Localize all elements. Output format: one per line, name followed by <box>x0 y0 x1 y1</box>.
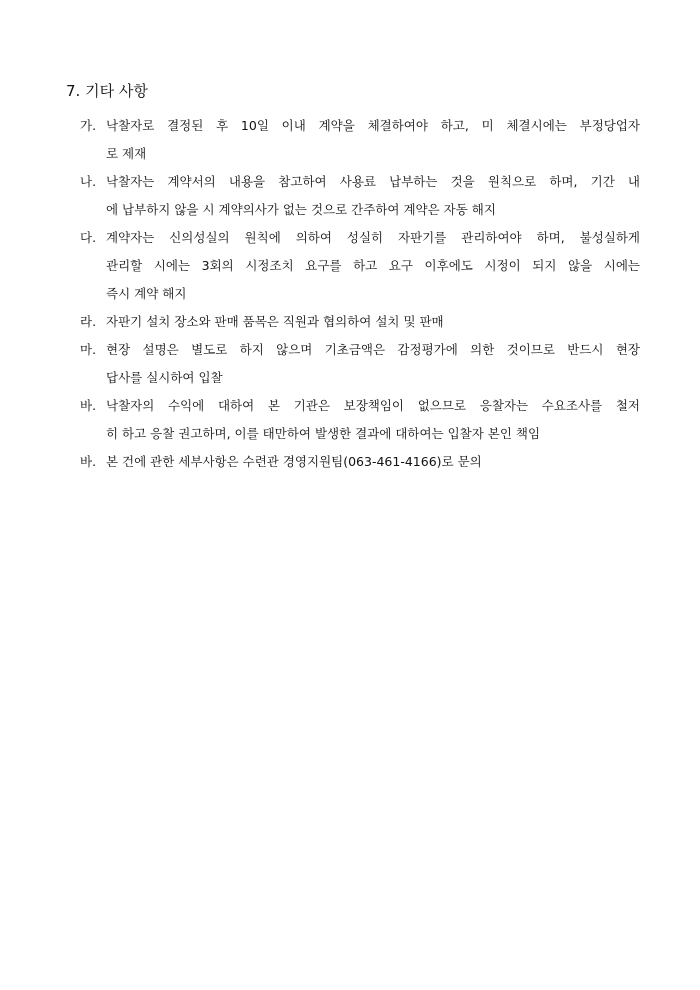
item-marker: 다. <box>80 230 97 245</box>
list-item <box>80 112 640 168</box>
item-list <box>80 112 640 476</box>
item-line: 즉시 계약 해지 <box>106 286 187 301</box>
item-line: 로 제재 <box>106 146 147 161</box>
item-line: 자판기 설치 장소와 판매 품목은 직원과 협의하여 설치 및 판매 <box>106 314 444 329</box>
item-line: 히 하고 응찰 권고하며, 이를 태만하여 발생한 결과에 대하여는 입찰자 본인 책임 <box>106 426 541 441</box>
item-line: 현장 설명은 별도로 하지 않으며 기초금액은 감정평가에 의한 것이므로 반드시 현장 <box>106 342 640 357</box>
item-line: 낙찰자의 수익에 대하여 본 기관은 보장책임이 없으므로 응찰자는 수요조사를 철저 <box>106 398 640 413</box>
item-marker: 바. <box>80 454 97 469</box>
item-text <box>106 448 640 476</box>
item-line: 답사를 실시하여 입찰 <box>106 370 223 385</box>
item-line: 낙찰자는 계약서의 내용을 참고하여 사용료 납부하는 것을 원칙으로 하며, 기간 내 <box>106 174 640 189</box>
item-marker: 라. <box>80 314 97 329</box>
item-line: 계약자는 신의성실의 원칙에 의하여 성실히 자판기를 관리하여야 하며, 불성실하게 <box>106 230 640 245</box>
list-item <box>80 168 640 224</box>
list-item <box>80 336 640 392</box>
item-line: 관리할 시에는 3회의 시정조치 요구를 하고 요구 이후에도 시정이 되지 않을 시에는 <box>106 258 640 273</box>
item-text <box>106 392 640 448</box>
list-item <box>80 392 640 448</box>
item-line: 낙찰자로 결정된 후 10일 이내 계약을 체결하여야 하고, 미 체결시에는 부정당업자 <box>106 118 640 133</box>
item-text <box>106 336 640 392</box>
list-item <box>80 308 640 336</box>
item-text <box>106 224 640 308</box>
item-marker: 마. <box>80 342 97 357</box>
item-marker: 가. <box>80 118 97 133</box>
item-marker: 나. <box>80 174 97 189</box>
item-text <box>106 168 640 224</box>
item-marker: 바. <box>80 398 97 413</box>
list-item <box>80 448 640 476</box>
section-title: 7. 기타 사항 <box>66 82 148 100</box>
item-text <box>106 112 640 168</box>
item-text <box>106 308 640 336</box>
item-line: 본 건에 관한 세부사항은 수련관 경영지원팀(063-461-4166)로 문의 <box>106 454 482 469</box>
list-item <box>80 224 640 308</box>
item-line: 에 납부하지 않을 시 계약의사가 없는 것으로 간주하여 계약은 자동 해지 <box>106 202 496 217</box>
